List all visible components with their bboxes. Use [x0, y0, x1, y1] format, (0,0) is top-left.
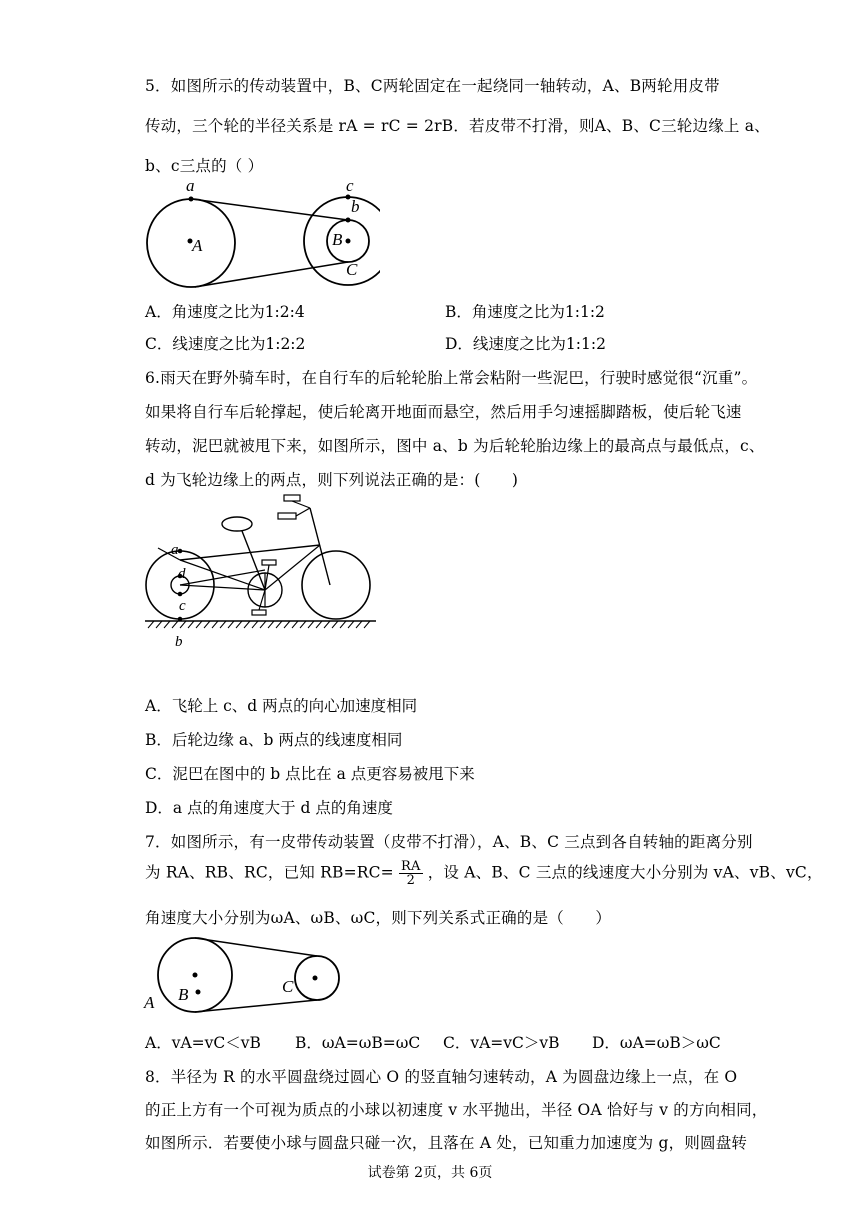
q6-label-b: b	[175, 634, 183, 650]
q5-line-2: 传动，三个轮的半径关系是 rA = rC = 2rB．若皮带不打滑，则A、B、C三轮边缘上 a、	[145, 117, 770, 135]
q7-fraction-numerator: RA	[401, 859, 421, 874]
q7-line-2	[145, 860, 823, 887]
q6-option-c: C．泥巴在图中的 b 点比在 a 点更容易被甩下来	[145, 765, 475, 783]
q8-line-2: 的正上方有一个可视为质点的小球以初速度 v 水平抛出，半径 OA 恰好与 v 的方向相同，	[145, 1101, 768, 1119]
q6-option-a: A．飞轮上 c、d 两点的向心加速度相同	[145, 697, 418, 715]
q7-option-a: A．vA=vC＜vB	[145, 1034, 261, 1052]
q6-option-b: B．后轮边缘 a、b 两点的线速度相同	[145, 731, 403, 749]
q5-option-a: A．角速度之比为1:2:4	[145, 303, 305, 321]
q5-option-d: D．线速度之比为1:1:2	[445, 335, 606, 353]
q5-label-b: b	[351, 197, 360, 216]
q5-label-c: c	[346, 176, 354, 195]
q5-label-C: C	[346, 260, 358, 279]
q5-belt-pulley-figure	[140, 175, 380, 290]
q6-line-4: d 为飞轮边缘上的两点，则下列说法正确的是：( )	[145, 471, 519, 489]
q7-line-2-pre: 为 RA、RB、RC，已知 RB=RC=	[145, 863, 394, 882]
q7-line-1: 7．如图所示，有一皮带传动装置（皮带不打滑），A、B、C 三点到各自转轴的距离分别	[145, 833, 753, 851]
q6-bicycle-figure	[140, 490, 385, 655]
q5-label-a: a	[186, 176, 195, 195]
q6-line-2: 如果将自行车后轮撑起，使后轮离开地面而悬空，然后用手匀速摇脚踏板，使后轮飞速	[145, 403, 742, 421]
q7-line-3: 角速度大小分别为ωA、ωB、ωC，则下列关系式正确的是（ ）	[145, 909, 612, 927]
q8-line-3: 如图所示．若要使小球与圆盘只碰一次，且落在 A 处，已知重力加速度为 g，则圆盘转	[145, 1134, 748, 1152]
q5-option-b: B．角速度之比为1:1:2	[445, 303, 605, 321]
q5-option-c: C．线速度之比为1:2:2	[145, 335, 306, 353]
q5-line-1: 5．如图所示的传动装置中，B、C两轮固定在一起绕同一轴转动，A、B两轮用皮带	[145, 77, 720, 95]
q5-line-3: b、c三点的（ ）	[145, 157, 264, 175]
q7-option-b: B．ωA=ωB=ωC	[295, 1034, 421, 1052]
q7-label-C: C	[282, 977, 294, 996]
q5-label-B: B	[332, 230, 343, 249]
q6-label-d: d	[178, 566, 186, 582]
q7-fraction-denominator: 2	[406, 873, 416, 888]
q7-label-B: B	[178, 985, 189, 1004]
q7-belt-pulley-figure	[140, 935, 360, 1015]
q8-line-1: 8．半径为 R 的水平圆盘绕过圆心 O 的竖直轴匀速转动，A 为圆盘边缘上一点，在 O	[145, 1068, 738, 1086]
q6-line-3: 转动，泥巴就被甩下来，如图所示，图中 a、b 为后轮轮胎边缘上的最高点与最低点，c、	[145, 437, 765, 455]
q6-label-a: a	[171, 542, 179, 558]
q7-line-2-post: ，设 A、B、C 三点的线速度大小分别为 vA、vB、vC，	[427, 863, 823, 882]
q5-label-A: A	[192, 236, 203, 255]
q6-line-1: 6.雨天在野外骑车时，在自行车的后轮轮胎上常会粘附一些泥巴，行驶时感觉很“沉重”。	[145, 369, 758, 387]
q7-option-d: D．ωA=ωB＞ωC	[592, 1034, 721, 1052]
q7-fraction	[399, 860, 423, 887]
page-footer: 试卷第 2页，共 6页	[367, 1165, 493, 1181]
q7-label-A: A	[144, 993, 155, 1012]
q6-option-d: D．a 点的角速度大于 d 点的角速度	[145, 799, 393, 817]
q7-option-c: C．vA=vC＞vB	[443, 1034, 560, 1052]
q6-label-c: c	[179, 598, 186, 614]
